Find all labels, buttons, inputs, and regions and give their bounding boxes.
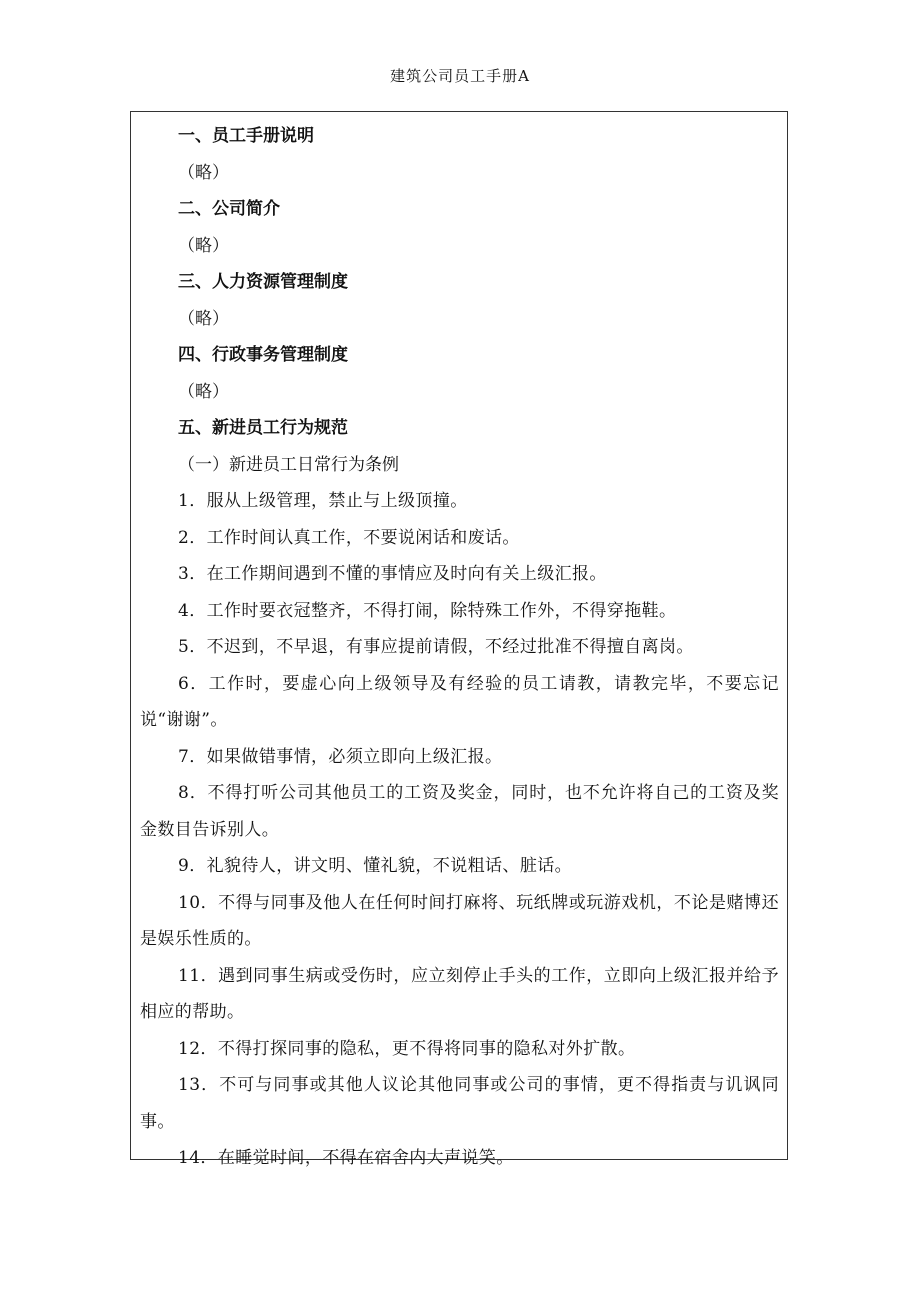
section-body-4: （略） — [178, 381, 229, 402]
section-body-2: （略） — [178, 235, 229, 256]
rule-item-3: 3．在工作期间遇到不懂的事情应及时向有关上级汇报。 — [178, 564, 607, 584]
rule-item-6: 6．工作时，要虚心向上级领导及有经验的员工请教，请教完毕，不要忘记说“谢谢”。 — [140, 673, 779, 730]
rule-item-14: 14．在睡觉时间，不得在宿舍内大声说笑。 — [178, 1148, 514, 1168]
section-heading-2: 二、公司简介 — [178, 199, 280, 219]
rule-item-1: 1．服从上级管理，禁止与上级顶撞。 — [178, 491, 468, 511]
rule-item-11: 11．遇到同事生病或受伤时，应立刻停止手头的工作，立即向上级汇报并给予相应的帮助。 — [140, 965, 779, 1022]
section-heading-5: 五、新进员工行为规范 — [178, 418, 348, 438]
rule-item-8: 8．不得打听公司其他员工的工资及奖金，同时，也不允许将自己的工资及奖金数目告诉别人。 — [140, 783, 779, 840]
section-body-1: （略） — [178, 162, 229, 183]
rule-item-12: 12．不得打探同事的隐私，更不得将同事的隐私对外扩散。 — [178, 1038, 636, 1059]
section-heading-1: 一、员工手册说明 — [178, 126, 314, 146]
rule-item-2: 2．工作时间认真工作，不要说闲话和废话。 — [178, 527, 520, 548]
subsection-title: （一）新进员工日常行为条例 — [178, 454, 399, 475]
rule-item-13: 13．不可与同事或其他人议论其他同事或公司的事情，更不得指责与讥讽同事。 — [140, 1075, 779, 1132]
document-title: 建筑公司员工手册A — [390, 67, 530, 85]
section-heading-3: 三、人力资源管理制度 — [178, 272, 348, 292]
rule-item-10: 10．不得与同事及他人在任何时间打麻将、玩纸牌或玩游戏机，不论是赌博还是娱乐性质的。 — [140, 892, 779, 949]
rule-item-9: 9．礼貌待人，讲文明、懂礼貌，不说粗话、脏话。 — [178, 856, 573, 876]
content-box — [130, 111, 788, 1168]
section-body-3: （略） — [178, 308, 229, 329]
rule-item-7: 7．如果做错事情，必须立即向上级汇报。 — [178, 746, 503, 767]
rule-item-5: 5．不迟到，不早退，有事应提前请假，不经过批准不得擅自离岗。 — [178, 637, 694, 657]
rule-item-4: 4．工作时要衣冠整齐，不得打闹，除特殊工作外，不得穿拖鞋。 — [178, 600, 677, 621]
section-heading-4: 四、行政事务管理制度 — [178, 345, 348, 365]
